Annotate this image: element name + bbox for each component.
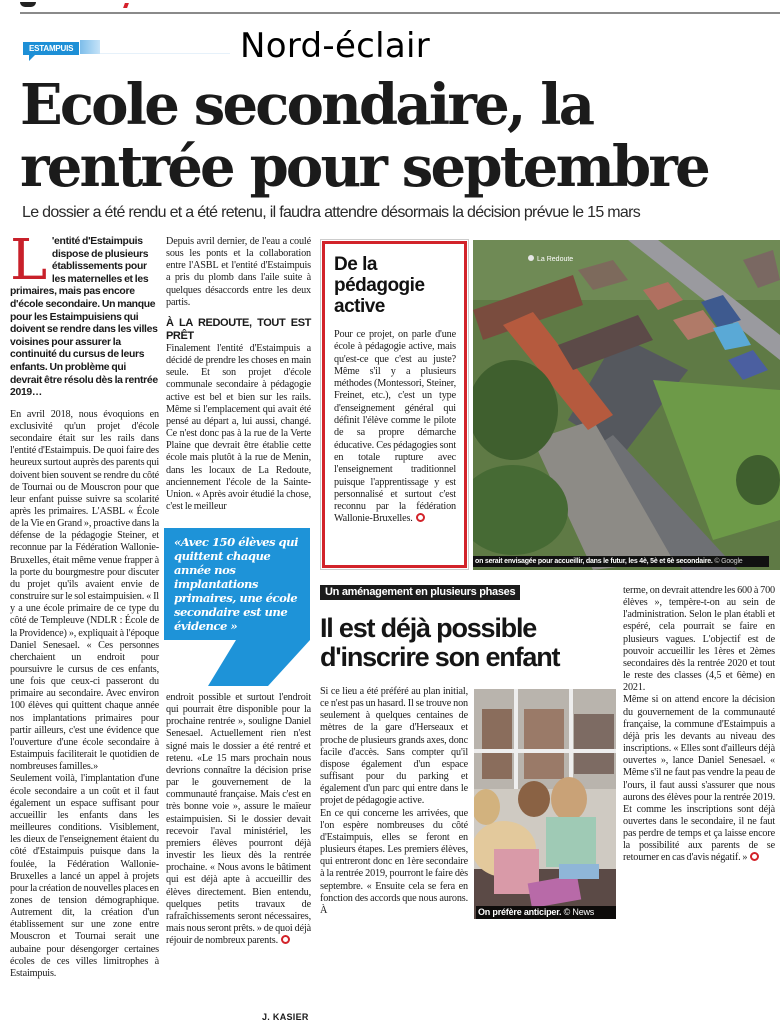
article-kicker: Un aménagement en plusieurs phases [320, 585, 520, 600]
classroom-image [474, 689, 616, 919]
paragraph-2: Seulement voilà, l'implantation d'une école secondaire a un coût et il faut également un espace suffisant pour accueillir les enfants dans les meilleures conditions. Visiblement, les dieux de l'enseignement étaient du côté d'Estaimpuis puisque dans la foulée, la Fédération Wallonie-Bruxelles a lancé un appel à projets pour la création de nouvelles places en zones de tension démographique. Autrement dit, la création d'un établissement sur une zone entre Mouscron et Tournai serait une aubaine pour désengorger certaines écoles de ces villes limitrophes à Estaimpuis. [10, 773, 159, 979]
paragraph-1: En avril 2018, nous évoquions en exclusivité qu'un projet d'école secondaire était sur les rails dans l'entité d'Estaimpuis. De quoi faire des heureux surtout auprès des parents qui doivent bien souvent se rendre du côté de Tournai ou de Mouscron pour que leur enfant puisse suivre sa scolarité après les primaires. L'ASBL « École de la Vie en Grand », proactive dans la défense de la pédagogie Steiner, et reconnue par la Fédération Wallonie-Bruxelles, était même venue frapper à la porte du bourgmestre pour discuter du projet qu'ils avaient envie de construire sur le sol estaimpuisien. « Il y a une école primaire de ce type du côté de Templeuve (NDLR : École de la Providence) », expliquait à l'époque Daniel Senesael. « Ces personnes cherchaient un endroit pour poursuivre le cursus de ces enfants, une fois que ceux-ci passeront du primaire au secondaire. Avec environ 100 élèves qui quittent chaque année nos implantations primaires pour partir ailleurs, c'est une évidence que l'ouverture d'une école secondaire à Estaimpuis faciliterait le quotidien de nombreuses familles.» [10, 408, 159, 773]
aerial-image [473, 240, 780, 570]
rubric-decoration [80, 40, 100, 54]
article-column-2 [166, 236, 311, 513]
headline-line-1: Ecole secondaire, la [20, 72, 593, 138]
subheadline: Le dossier a été rendu et a été retenu, il faudra attendre désormais la décision prévue le 15 mars [22, 204, 641, 221]
aerial-photo [473, 240, 780, 570]
pull-quote-text: «Avec 150 élèves qui quittent chaque année nos implantations primaires, une école secondaire est une évidence » [174, 535, 298, 633]
article-column-2-continued [166, 692, 311, 947]
map-label: La Redoute [537, 256, 574, 263]
section-subtitle: À LA REDOUTE, TOUT EST PRÊT [166, 316, 311, 342]
second-article-column-2 [623, 585, 775, 865]
aerial-photo-caption: on serait envisagée pour accueillir, dans le futur, les 4è, 5è et 6è secondaire. © Google [473, 556, 769, 567]
photo-credit: © Google [714, 558, 743, 565]
rubric-label: ESTAMPUIS [23, 42, 79, 55]
end-mark-icon [416, 513, 425, 522]
second-article-column-1 [320, 686, 468, 917]
paragraph-4: Finalement l'entité d'Estaimpuis a décidé de prendre les choses en main seule. Et son projet d'école communale secondaire à pédagogie active est bel et bien sur les rails. Même si l'emplacement qui avait été pensé au départ a, lui aussi, changé. Ce n'est donc pas à la rue de la Verte Plaine que devrait être établie cette école mais plutôt à la rue de Menin, dans les locaux de La Redoute, anciennement l'école de la Sainte-Union. « Après avoir étudié la chose, c'est le meilleur [166, 342, 311, 512]
end-mark-icon [281, 935, 290, 944]
sidebar-box [322, 241, 467, 568]
pull-quote-box [164, 528, 310, 686]
classroom-photo-caption: On préfère anticiper. © News [476, 906, 616, 919]
second-paragraph-4: Même si on attend encore la décision du gouvernement de la communauté française, la commune d'Estaimpuis a déjà pris les devants au niveau des inscriptions. « Elles sont d'ailleurs déjà ouvertes », lance Daniel Senesael. « Même s'il ne faut pas vendre la peau de l'ours, il faut aussi s'assurer que nous aurons des élèves pour la rentrée 2019. Et comme les inscriptions sont déjà ouvertes dans le secondaire, il ne faut pas perdre de temps et ça laisse encore la possibilité aux parents de se retourner en cas d'avis négatif. » [623, 694, 775, 864]
end-mark-icon [750, 852, 759, 861]
lead-text: 'entité d'Estaimpuis dispose de plusieurs établissements pour les maternelles et les primaires, mais pas encore d'école secondaire. Un manque pour les Estaimpuisiens qui doivent se rendre dans les villes voisines pour assurer la continuité du cursus de leurs enfants. Un problème qui devrait être résolu dès la rentrée 2019… [10, 236, 158, 399]
sidebar-title: De la pédagogie active [334, 254, 425, 317]
paragraph-3: Depuis avril dernier, de l'eau a coulé sous les ponts et la collaboration entre l'ASBL et l'entité d'Estaimpuis a pris du plomb dans l'aile suite à quelques désaccords entre les deux partis. [166, 236, 311, 308]
classroom-photo [474, 689, 616, 919]
article-lead [10, 228, 159, 400]
top-red-mark [123, 3, 129, 8]
headline-line-2: rentrée pour septembre [20, 134, 708, 200]
paragraph-5: endroit possible et surtout l'endroit qui pourrait être disponible pour la prochaine rentrée », souligne Daniel Senesael. Actuellement rien n'est signé mais le dossier a été rentré et retenu. «Le 15 mars prochain nous devrions connaître la décision prise par le gouvernement de la communauté française. Mais c'est en très bonne voie », assure le maïeur estaimpuisien. Si le dossier devait recevoir l'aval ministériel, les premiers élèves pourront déjà investir les lieux dès la rentrée prochaine. « Nous avons le bâtiment qui est déjà apte à accueillir des élèves directement. Bien entendu, quelques petits travaux de rafraîchissements seront nécessaires, mais nous seront prêts. » de quoi déjà réjouir de nombreux parents. [166, 692, 311, 947]
second-paragraph-2: En ce qui concerne les arrivées, que l'on espère nombreuses du côté d'Estaimpuis, elles se feront en plusieurs étapes. Les premiers élèves, qui entreront donc en 1ère secondaire à la rentrée 2019, pourront le faire dès septembre. « Ensuite cela se fera en fonction des accords que nous aurons. À [320, 807, 468, 916]
newspaper-name: Nord-éclair [240, 26, 431, 66]
top-decoration [20, 2, 36, 7]
byline: J. KASIER [262, 1012, 309, 1022]
second-paragraph-3: terme, on devrait attendre les 600 à 700 élèves », tempère-t-on au sein de l'administration. Selon le plan établi et espéré, cela pourrait se faire en plusieurs vagues. L'objectif est de pouvoir accueillir les 1ères et 2èmes secondaires dès la rentrée 2020 et tout le reste des classes (4,5 et 6ème) en 2021. [623, 585, 775, 694]
sidebar-body: Pour ce projet, on parle d'une école à pédagogie active, mais qu'est-ce que c'est au juste? Même s'il y a plusieurs méthodes (Montessori, Steiner, Freinet, etc.), c'est un type d'enseignement général qui définit l'élève comme le pilote de sa propre démarche éducative. Ces pédagogies sont en totale rupture avec l'enseignement traditionnel puisque l'apprentissage y est personnalisé et surtout c'est reconnu par la fédération Wallonie-Bruxelles. [334, 329, 456, 525]
second-headline: Il est déjà possible d'inscrire son enfant [320, 613, 560, 672]
second-paragraph-1: Si ce lieu a été préféré au plan initial, ce n'est pas un hasard. Il se trouve non seulement à quelques centaines de mètres de la gare d'Herseaux et proche de plusieurs grands axes, donc facile d'accès. Sans compter qu'il dispose également d'un espace suffisant pour du parking et également d'un parc qui entre dans le projet de pédagogie active. [320, 686, 468, 807]
top-rule [20, 12, 780, 14]
drop-cap: L [10, 228, 47, 293]
photo-credit: © News [563, 907, 595, 917]
main-headline [20, 74, 770, 198]
article-column-1 [10, 228, 159, 980]
rubric-rule [100, 53, 230, 54]
